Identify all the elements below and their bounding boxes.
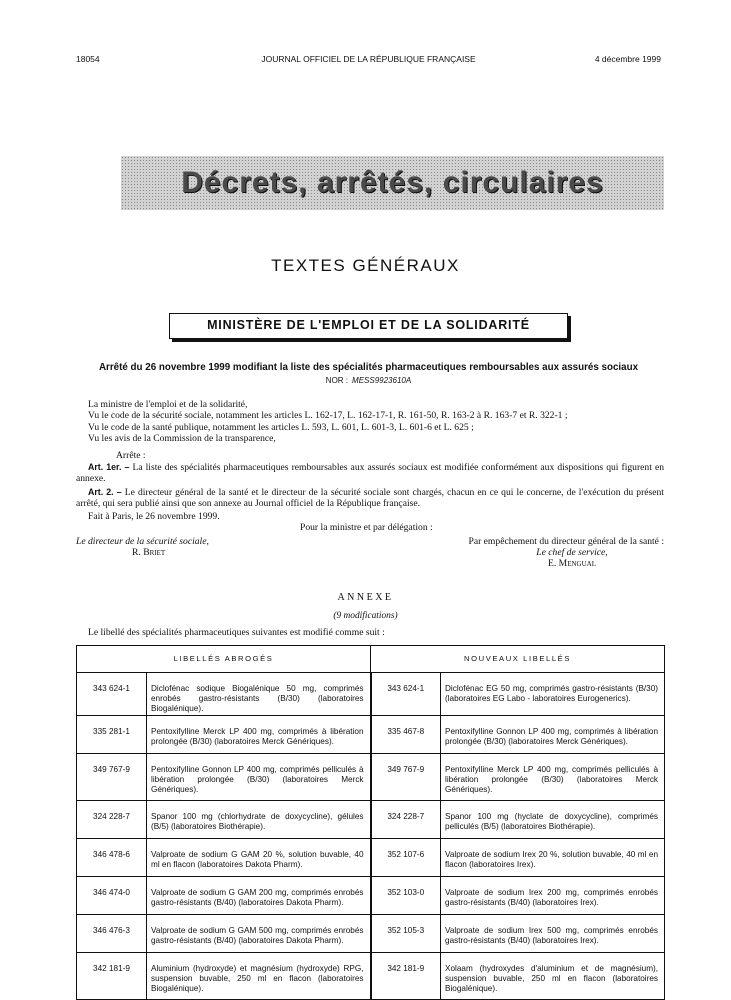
new-label: Valproate de sodium Irex 200 mg, comprimés enrobés gastro-résistants (B/40) (laboratoires Irex).	[441, 877, 665, 915]
signature-right	[420, 536, 664, 569]
table-row	[77, 915, 665, 953]
visas-block	[88, 399, 668, 444]
nor-reference	[76, 376, 661, 385]
place-date: Fait à Paris, le 26 novembre 1999.	[88, 511, 220, 522]
old-label: Pentoxifylline Merck LP 400 mg, comprimés à libération prolongée (B/30) (laboratoires Merck Génériques).	[147, 716, 371, 754]
new-label: Pentoxifylline Merck LP 400 mg, comprimés pelliculés à libération prolongée (B/30) (laboratoires Merck Génériques).	[441, 754, 665, 801]
old-label: Valproate de sodium G GAM 500 mg, comprimés enrobés gastro-résistants (B/40) (laboratoires Dakota Pharm).	[147, 915, 371, 953]
old-code: 342 181-9	[77, 953, 147, 1000]
ministry-title: MINISTÈRE DE L'EMPLOI ET DE LA SOLIDARITÉ	[207, 318, 530, 332]
annexe-title: ANNEXE	[337, 592, 394, 603]
new-code: 324 228-7	[371, 801, 441, 839]
table-row	[77, 801, 665, 839]
new-code: 352 103-0	[371, 877, 441, 915]
old-code: 324 228-7	[77, 801, 147, 839]
signature-right-name: E. Mengual	[548, 558, 596, 569]
table-row	[77, 839, 665, 877]
section-banner	[121, 156, 664, 210]
old-label: Aluminium (hydroxyde) et magnésium (hydroxyde) RPG, suspension buvable, 250 ml en flacon (laboratoires Biogalénique).	[147, 953, 371, 1000]
new-code: 352 107-6	[371, 839, 441, 877]
signature-right-role: Le chef de service,	[536, 547, 608, 558]
old-code: 346 478-6	[77, 839, 147, 877]
journal-title: JOURNAL OFFICIEL DE LA RÉPUBLIQUE FRANÇAISE	[261, 54, 476, 64]
visa-line: La ministre de l'emploi et de la solidarité,	[88, 399, 248, 410]
new-code: 349 767-9	[371, 754, 441, 801]
new-label: Valproate de sodium Irex 20 %, solution buvable, 40 ml en flacon (laboratoires Irex).	[441, 839, 665, 877]
new-label: Pentoxifylline Gonnon LP 400 mg, comprimés à libération prolongée (B/30) (laboratoires Merck Génériques).	[441, 716, 665, 754]
signature-left-role: Le directeur de la sécurité sociale,	[76, 536, 209, 547]
ministry-box	[169, 313, 568, 339]
arrete-title: Arrêté du 26 novembre 1999 modifiant la liste des spécialités pharmaceutiques remboursables aux assurés sociaux	[98, 362, 639, 373]
article-1-label: Art. 1er. –	[88, 462, 130, 472]
new-code: 343 624-1	[371, 673, 441, 716]
delegation-line: Pour la ministre et par délégation :	[300, 522, 433, 533]
old-code: 335 281-1	[77, 716, 147, 754]
annexe-intro: Le libellé des spécialités pharmaceutiques suivantes est modifié comme suit :	[88, 627, 385, 638]
article-2-label: Art. 2. –	[88, 487, 122, 497]
article-1-text: La liste des spécialités pharmaceutiques remboursables aux assurés sociaux est modifiée conformément aux dispositions qui figurent en annexe.	[76, 462, 664, 485]
old-code: 343 624-1	[77, 673, 147, 716]
article-1	[76, 462, 664, 485]
visa-line: Vu le code de la santé publique, notamment les articles L. 593, L. 601, L. 601-3, L. 601-6 et L. 625 ;	[88, 421, 474, 433]
table-row	[77, 877, 665, 915]
running-head	[76, 54, 661, 68]
table-row	[77, 754, 665, 801]
new-code: 352 105-3	[371, 915, 441, 953]
new-label: Diclofénac EG 50 mg, comprimés gastro-résistants (B/30) (laboratoires EG Labo - laboratoires Eurogenerics).	[441, 673, 665, 716]
old-code: 349 767-9	[77, 754, 147, 801]
article-2	[76, 487, 664, 510]
old-label: Valproate de sodium G GAM 20 %, solution buvable, 40 ml en flacon (laboratoires Dakota Pharm).	[147, 839, 371, 877]
signature-right-line: Par empêchement du directeur général de la santé :	[468, 536, 664, 547]
nor-code: MESS9923610A	[352, 376, 412, 385]
new-label: Xolaam (hydroxydes d'aluminium et de magnésium), suspension buvable, 250 ml en flacon (laboratoires Biogalénique).	[441, 953, 665, 1000]
annexe-table	[76, 645, 665, 1000]
new-code: 335 467-8	[371, 716, 441, 754]
issue-date: 4 décembre 1999	[594, 54, 661, 64]
old-label: Pentoxifylline Gonnon LP 400 mg, comprimés pelliculés à libération prolongée (B/30) (laboratoires Merck Génériques).	[147, 754, 371, 801]
table-row	[77, 673, 665, 716]
table-row	[77, 953, 665, 1000]
article-2-text: Le directeur général de la santé et le directeur de la sécurité sociale sont chargés, chacun en ce qui le concerne, de l'exécution du présent arrêté, qui sera publié ainsi que son annexe au Journal officiel de la République française.	[76, 487, 664, 510]
old-code: 346 474-0	[77, 877, 147, 915]
visa-line: Vu les avis de la Commission de la transparence,	[88, 432, 276, 444]
old-label: Valproate de sodium G GAM 200 mg, comprimés enrobés gastro-résistants (B/40) (laboratoires Dakota Pharm).	[147, 877, 371, 915]
page-number: 18054	[76, 54, 100, 64]
column-header-old: LIBELLÉS ABROGÉS	[77, 646, 371, 673]
annexe-subtitle: (9 modifications)	[333, 611, 398, 621]
banner-title: Décrets, arrêtés, circulaires	[181, 166, 604, 199]
visa-line: Vu le code de la sécurité sociale, notamment les articles L. 162-17, L. 162-17-1, R. 161-50, R. 163-2 à R. 163-7 et R. 322-1 ;	[88, 410, 568, 422]
nor-label: NOR :	[325, 376, 349, 385]
old-label: Diclofénac sodique Biogalénique 50 mg, comprimés enrobés gastro-résistants (B/30) (laboratoires Biogalénique).	[147, 673, 371, 716]
signature-left	[76, 536, 276, 558]
table-row	[77, 716, 665, 754]
arrete-word: Arrête :	[116, 450, 146, 461]
new-label: Valproate de sodium Irex 500 mg, comprimés enrobés gastro-résistants (B/40) (laboratoires Irex).	[441, 915, 665, 953]
old-label: Spanor 100 mg (chlorhydrate de doxycycline), gélules (B/5) (laboratoires Biothérapie).	[147, 801, 371, 839]
column-header-new: NOUVEAUX LIBELLÉS	[371, 646, 665, 673]
new-code: 342 181-9	[371, 953, 441, 1000]
signature-left-name: R. Briet	[132, 547, 166, 558]
new-label: Spanor 100 mg (hyclate de doxycycline), comprimés pelliculés (B/5) (laboratoires Biothérapie).	[441, 801, 665, 839]
table-header-row	[77, 646, 665, 673]
old-code: 346 476-3	[77, 915, 147, 953]
section-title: TEXTES GÉNÉRAUX	[271, 256, 460, 275]
